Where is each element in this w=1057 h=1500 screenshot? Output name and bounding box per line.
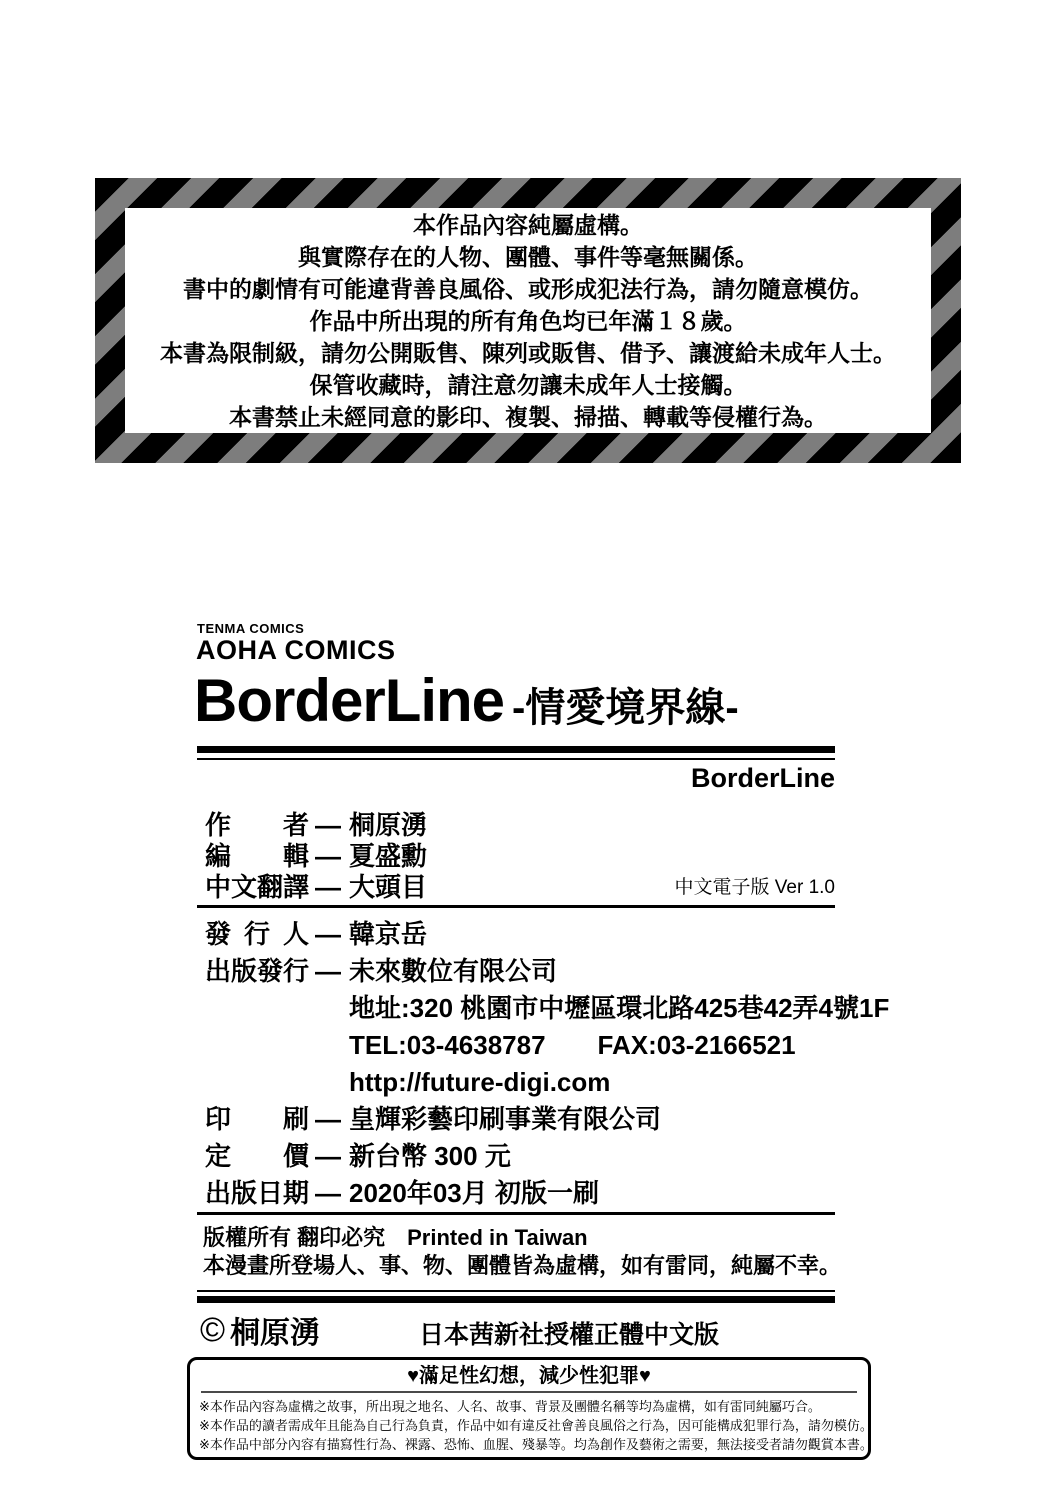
publishing-row [205, 1138, 889, 1175]
license-row [200, 1308, 840, 1350]
publishing-label: 印 刷 [205, 1104, 310, 1134]
edition-version-note: 中文電子版 Ver 1.0 [674, 877, 835, 898]
credit-value: 桐原湧 [349, 810, 428, 840]
divider-rule [197, 1212, 835, 1215]
publisher-url: http://future-digi.com [349, 1067, 611, 1097]
book-title-small: BorderLine [690, 763, 835, 793]
credit-value: 夏盛勳 [349, 841, 428, 871]
tenma-comics-label: TENMA COMICS [197, 621, 305, 636]
book-subtitle: -情愛境界線- [512, 686, 739, 730]
license-note: 日本茜新社授權正體中文版 [419, 1321, 720, 1349]
rating-notice-line: ※本作品內容為虛構之故事，所出現之地名、人名、故事、背景及團體名稱等均為虛構，如有雷同純屬巧合。 [199, 1399, 821, 1414]
publishing-label: 定 價 [205, 1141, 310, 1171]
publishing-row [205, 953, 889, 990]
publisher-address: 地址:320 桃園市中壢區環北路425巷42弄4號1F [349, 993, 890, 1023]
publisher-url-row [205, 1064, 889, 1101]
aoha-comics-logo: AOHA COMICS [196, 635, 396, 665]
content-warning-box [95, 178, 961, 463]
credit-value: 大頭目 [349, 872, 428, 902]
publishing-dash: — [315, 919, 341, 949]
publishing-value: 韓京岳 [349, 919, 428, 949]
publisher-address-row [205, 990, 889, 1027]
warning-line: 本書為限制級，請勿公開販售、陳列或販售、借予、讓渡給未成年人士。 [160, 339, 896, 366]
publishing-dash: — [315, 1104, 341, 1134]
publishing-dash: — [315, 1178, 341, 1208]
divider-rule-thick [197, 746, 835, 753]
divider-rule-thin [197, 1290, 835, 1292]
warning-line: 與實際存在的人物、團體、事件等毫無關係。 [298, 243, 758, 270]
publishing-value: 新台幣 300 元 [349, 1141, 511, 1171]
warning-line: 本作品內容純屬虛構。 [413, 211, 643, 238]
publishing-label: 出版日期 [205, 1178, 310, 1208]
publishing-row [205, 916, 889, 953]
publishing-value: 未來數位有限公司 [349, 956, 558, 986]
publishing-row [205, 1101, 889, 1138]
author-name: 桐原湧 [230, 1317, 321, 1350]
publishing-label: 發 行 人 [205, 919, 309, 949]
content-warning-text [125, 208, 931, 433]
credit-dash: — [315, 872, 341, 902]
credit-row [205, 841, 427, 872]
credit-label: 作 者 [205, 810, 310, 840]
copyright-notice [203, 1224, 841, 1280]
warning-line: 本書禁止未經同意的影印、複製、掃描、轉載等侵權行為。 [229, 403, 827, 430]
rating-notice-line: ※本作品的讀者需成年且能為自己行為負責，作品中如有違反社會善良風俗之行為，因可能構成犯罪行為，請勿模仿。 [199, 1418, 873, 1433]
warning-line: 書中的劇情有可能違背善良風俗、或形成犯法行為，請勿隨意模仿。 [183, 275, 873, 302]
credit-label: 編 輯 [205, 841, 310, 871]
publishing-row [205, 1175, 889, 1212]
divider-rule-thick [197, 1296, 835, 1303]
publishing-dash: — [315, 956, 341, 986]
publishing-value: 2020年03月 初版一刷 [349, 1178, 599, 1208]
rating-notice-box [187, 1357, 871, 1460]
copyright-symbol: © [200, 1310, 226, 1349]
rating-notice-divider [201, 1391, 857, 1393]
publisher-phone-row [205, 1027, 889, 1064]
rating-notice-line: ※本作品中部分內容有描寫性行為、裸露、恐怖、血腥、殘暴等。均為創作及藝術之需要，無法接受者請勿觀賞本書。 [199, 1437, 873, 1452]
publishing-dash: — [315, 1141, 341, 1171]
warning-line: 作品中所出現的所有角色均已年滿１８歲。 [309, 307, 747, 334]
warning-line: 保管收藏時，請注意勿讓未成年人士接觸。 [309, 371, 747, 398]
book-title [194, 666, 739, 735]
author-credit [200, 1308, 320, 1352]
credit-row [205, 810, 427, 841]
credit-dash: — [315, 841, 341, 871]
book-title-latin: BorderLine [194, 667, 505, 734]
publishing-section [205, 916, 889, 1212]
publishing-value: 皇輝彩藝印刷事業有限公司 [349, 1104, 662, 1134]
rating-notice-title: ♥滿足性幻想，減少性犯罪♥ [407, 1365, 651, 1387]
copyright-line: 版權所有 翻印必究 Printed in Taiwan [203, 1225, 588, 1250]
disclaimer-line: 本漫畫所登場人、事、物、團體皆為虛構，如有雷同，純屬不幸。 [203, 1253, 842, 1278]
publisher-tel-fax: TEL:03-4638787 FAX:03-2166521 [349, 1030, 796, 1060]
publishing-label: 出版發行 [205, 956, 310, 986]
divider-rule-thin [197, 758, 835, 760]
divider-rule [197, 905, 835, 908]
credit-dash: — [315, 810, 341, 840]
credit-label: 中文翻譯 [205, 872, 310, 902]
